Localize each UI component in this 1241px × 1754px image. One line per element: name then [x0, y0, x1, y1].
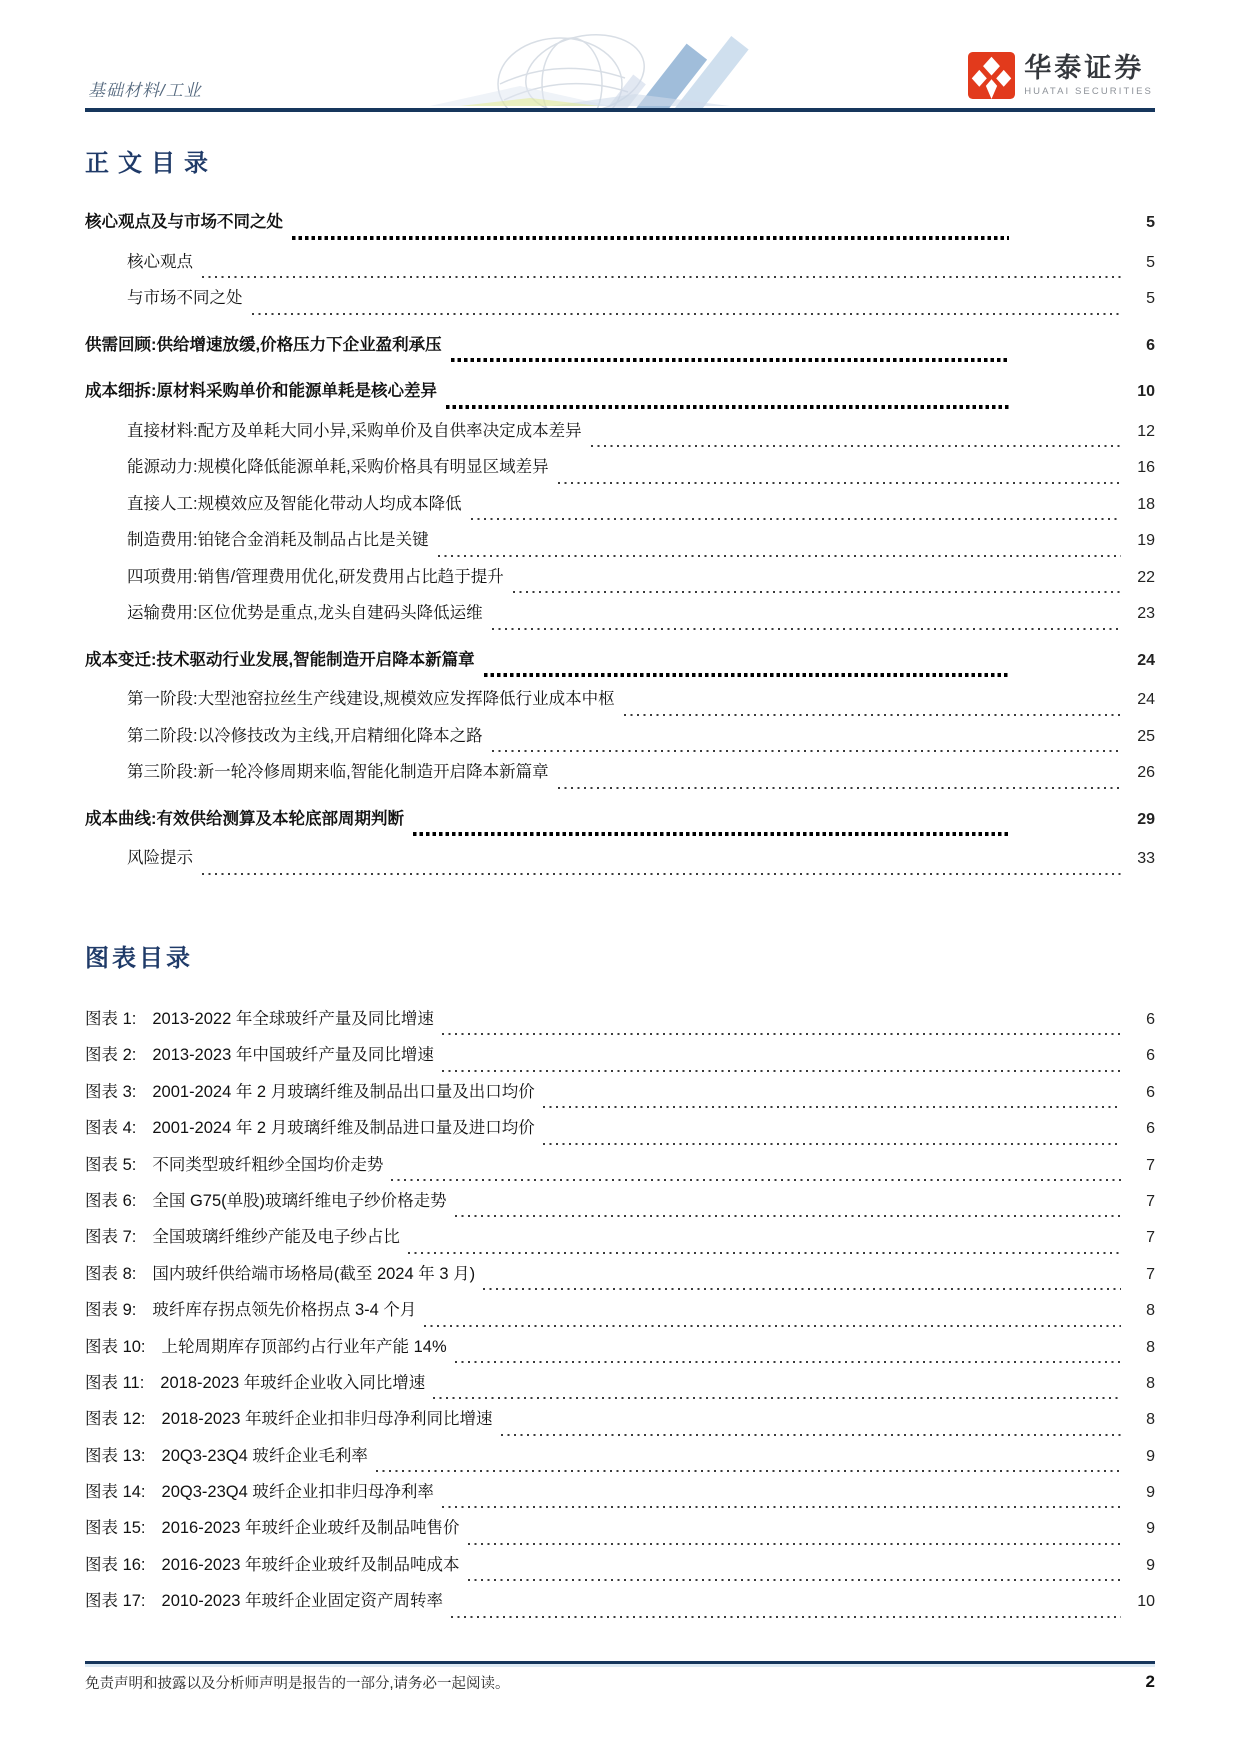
figure-toc-entry[interactable]: [85, 1442, 1155, 1478]
toc-entry-page: 10: [1137, 383, 1155, 400]
toc-list: [85, 208, 1155, 881]
toc-entry[interactable]: [85, 331, 1155, 368]
figure-toc-list: [85, 1005, 1155, 1624]
figure-entry-label: 图表 10:: [85, 1337, 146, 1356]
header-watermark-graphic: [400, 26, 760, 108]
figure-entry-label: 图表 11:: [85, 1373, 145, 1392]
figure-entry-page: 9: [1146, 1484, 1155, 1502]
dotted-leader: [252, 313, 1122, 315]
toc-entry-page: 5: [1146, 253, 1155, 271]
figure-entry-page: 7: [1146, 1192, 1155, 1210]
figure-entry-title: 20Q3-23Q4 玻纤企业毛利率: [161, 1446, 368, 1465]
toc-entry[interactable]: [85, 248, 1155, 285]
figure-entry-label: 图表 9:: [85, 1301, 137, 1320]
figure-entry-page: 6: [1146, 1011, 1155, 1028]
figure-entry-page: 6: [1146, 1083, 1155, 1101]
figure-entry-title: 2013-2023 年中国玻纤产量及同比增速: [152, 1046, 434, 1065]
figure-entry-title: 2016-2023 年玻纤企业玻纤及制品吨售价: [161, 1519, 460, 1538]
figure-entry-label: 图表 16:: [85, 1555, 146, 1574]
figure-toc-entry[interactable]: [85, 1514, 1155, 1550]
figure-entry-page: 6: [1146, 1047, 1155, 1065]
dotted-leader: [513, 591, 1121, 593]
dotted-leader: [433, 1397, 1121, 1399]
toc-entry-title: 成本细拆:原材料采购单价和能源单耗是核心差异: [85, 382, 437, 400]
figure-toc-entry[interactable]: [85, 1260, 1155, 1296]
toc-entry-page: 29: [1137, 810, 1155, 828]
footer-disclaimer: 免责声明和披露以及分析师声明是报告的一部分,请务必一起阅读。: [85, 1676, 510, 1692]
dotted-leader: [492, 628, 1121, 630]
dotted-leader: [468, 1579, 1121, 1581]
dotted-leader: [455, 1361, 1121, 1363]
figure-entry-page: 7: [1146, 1229, 1155, 1247]
toc-entry[interactable]: [85, 844, 1155, 881]
toc-entry[interactable]: [85, 208, 1155, 245]
figure-entry-page: 7: [1146, 1156, 1155, 1174]
figure-toc-entry[interactable]: [85, 1551, 1155, 1587]
toc-entry-page: 12: [1137, 422, 1155, 440]
figure-entry-label: 图表 3:: [85, 1082, 137, 1101]
toc-entry[interactable]: [85, 722, 1155, 759]
dotted-leader: [484, 673, 1009, 677]
dotted-leader: [483, 1288, 1121, 1290]
dotted-leader: [376, 1470, 1121, 1472]
figure-toc-entry[interactable]: [85, 1296, 1155, 1332]
dotted-leader: [492, 750, 1121, 752]
figure-toc-title: 图表目录: [85, 946, 193, 972]
figure-toc-entry[interactable]: [85, 1587, 1155, 1623]
figure-entry-title: 2016-2023 年玻纤企业玻纤及制品吨成本: [161, 1555, 460, 1574]
figure-entry-label: 图表 6:: [85, 1191, 137, 1210]
dotted-leader: [455, 1215, 1121, 1217]
dotted-leader: [446, 405, 1009, 409]
toc-entry[interactable]: [85, 685, 1155, 722]
toc-entry-page: 24: [1137, 651, 1155, 669]
figure-toc-entry[interactable]: [85, 1223, 1155, 1259]
toc-entry-page: 23: [1137, 605, 1155, 622]
huatai-logo: [968, 52, 1153, 99]
dotted-leader: [501, 1434, 1121, 1436]
figure-entry-title: 20Q3-23Q4 玻纤企业扣非归母净利率: [161, 1483, 434, 1502]
dotted-leader: [438, 555, 1121, 557]
toc-entry[interactable]: [85, 599, 1155, 636]
figure-entry-label: 图表 12:: [85, 1410, 146, 1429]
figure-entry-page: 9: [1146, 1520, 1155, 1538]
figure-entry-title: 国内玻纤供给端市场格局(截至 2024 年 3 月): [152, 1264, 476, 1283]
figure-entry-label: 图表 17:: [85, 1592, 146, 1611]
dotted-leader: [202, 276, 1121, 278]
figure-entry-label: 图表 1:: [85, 1010, 137, 1028]
dotted-leader: [202, 873, 1121, 875]
figure-toc-entry[interactable]: [85, 1333, 1155, 1369]
figure-entry-title: 不同类型玻纤粗纱全国均价走势: [152, 1155, 384, 1174]
figure-entry-page: 9: [1146, 1556, 1155, 1574]
toc-entry-title: 直接人工:规模效应及智能化带动人均成本降低: [127, 494, 462, 513]
figure-entry-page: 10: [1137, 1593, 1155, 1611]
dotted-leader: [471, 518, 1121, 520]
dotted-leader: [442, 1070, 1121, 1072]
figure-entry-page: 9: [1146, 1447, 1155, 1465]
figure-entry-label: 图表 5:: [85, 1155, 137, 1174]
figure-toc-entry[interactable]: [85, 1405, 1155, 1441]
figure-entry-title: 全国 G75(单股)玻璃纤维电子纱价格走势: [152, 1191, 447, 1210]
toc-entry-title: 第一阶段:大型池窑拉丝生产线建设,规模效应发挥降低行业成本中枢: [127, 690, 615, 708]
dotted-leader: [413, 832, 1009, 836]
figure-entry-label: 图表 15:: [85, 1519, 146, 1538]
figure-entry-title: 玻纤库存拐点领先价格拐点 3-4 个月: [152, 1301, 417, 1320]
figure-toc-entry[interactable]: [85, 1078, 1155, 1114]
dotted-leader: [391, 1179, 1121, 1181]
figure-entry-page: 8: [1146, 1374, 1155, 1392]
figure-toc-entry[interactable]: [85, 1151, 1155, 1187]
toc-entry-title: 运输费用:区位优势是重点,龙头自建码头降低运维: [127, 604, 483, 622]
toc-entry[interactable]: [85, 563, 1155, 600]
toc-entry-title: 四项费用:销售/管理费用优化,研发费用占比趋于提升: [127, 567, 504, 586]
toc-entry-page: 5: [1146, 214, 1155, 231]
figure-entry-page: 6: [1146, 1120, 1155, 1138]
figure-entry-label: 图表 4:: [85, 1119, 137, 1138]
dotted-leader: [543, 1106, 1121, 1108]
toc-entry-page: 22: [1137, 568, 1155, 586]
toc-entry[interactable]: [85, 526, 1155, 563]
footer-divider: [85, 1661, 1155, 1664]
figure-toc-entry[interactable]: [85, 1114, 1155, 1150]
toc-entry[interactable]: [85, 758, 1155, 795]
figure-toc-section: [85, 938, 1155, 1624]
toc-entry-page: 6: [1146, 336, 1155, 354]
figure-entry-page: 7: [1146, 1265, 1155, 1283]
toc-entry-title: 供需回顾:供给增速放缓,价格压力下企业盈利承压: [85, 335, 442, 354]
toc-entry-page: 24: [1137, 691, 1155, 708]
toc-entry-title: 成本曲线:有效供给测算及本轮底部周期判断: [85, 809, 404, 828]
footer-page-number: 2: [1145, 1672, 1155, 1691]
figure-entry-label: 图表 13:: [85, 1446, 146, 1465]
toc-entry[interactable]: [85, 377, 1155, 414]
dotted-leader: [451, 1616, 1121, 1618]
dotted-leader: [468, 1543, 1121, 1545]
figure-entry-page: 8: [1146, 1302, 1155, 1320]
toc-entry[interactable]: [85, 805, 1155, 842]
logo-cn-text: 华泰证券: [1024, 52, 1145, 83]
footer: [85, 1672, 1155, 1693]
toc-entry-page: 33: [1137, 850, 1155, 867]
figure-entry-title: 2001-2024 年 2 月玻璃纤维及制品进口量及进口均价: [152, 1119, 535, 1138]
toc-entry-title: 与市场不同之处: [127, 289, 243, 307]
toc-entry-title: 成本变迁:技术驱动行业发展,智能制造开启降本新篇章: [85, 650, 475, 669]
toc-entry-title: 核心观点及与市场不同之处: [85, 213, 283, 231]
dotted-leader: [624, 714, 1121, 716]
toc-entry[interactable]: [85, 284, 1155, 321]
dotted-leader: [442, 1506, 1121, 1508]
figure-entry-title: 上轮周期库存顶部约占行业年产能 14%: [161, 1337, 447, 1356]
dotted-leader: [424, 1325, 1121, 1327]
toc-entry-page: 25: [1137, 727, 1155, 745]
dotted-leader: [558, 482, 1121, 484]
dotted-leader: [451, 358, 1009, 362]
toc-entry-title: 能源动力:规模化降低能源单耗,采购价格具有明显区域差异: [127, 458, 549, 476]
dotted-leader: [408, 1252, 1121, 1254]
figure-entry-label: 图表 8:: [85, 1264, 137, 1283]
figure-entry-title: 2001-2024 年 2 月玻璃纤维及制品出口量及出口均价: [152, 1082, 535, 1101]
dotted-leader: [543, 1143, 1121, 1145]
figure-entry-label: 图表 14:: [85, 1483, 146, 1502]
figure-toc-entry[interactable]: [85, 1478, 1155, 1514]
huatai-logo-icon: [968, 52, 1015, 99]
toc-entry-page: 19: [1137, 532, 1155, 549]
header-divider: [85, 108, 1155, 112]
toc-entry-title: 直接材料:配方及单耗大同小异,采购单价及自供率决定成本差异: [127, 421, 582, 440]
toc-entry-title: 风险提示: [127, 849, 193, 867]
figure-toc-entry[interactable]: [85, 1369, 1155, 1405]
sector-breadcrumb: 基础材料/工业: [88, 81, 202, 100]
figure-entry-title: 全国玻璃纤维纱产能及电子纱占比: [152, 1228, 400, 1247]
toc-entry[interactable]: [85, 490, 1155, 527]
figure-entry-page: 8: [1146, 1411, 1155, 1429]
toc-entry-page: 16: [1137, 459, 1155, 476]
toc-title: 正文目录: [85, 151, 217, 177]
toc-entry[interactable]: [85, 453, 1155, 490]
toc-entry[interactable]: [85, 646, 1155, 683]
figure-entry-title: 2013-2022 年全球玻纤产量及同比增速: [152, 1010, 434, 1028]
toc-entry-title: 第三阶段:新一轮冷修周期来临,智能化制造开启降本新篇章: [127, 763, 549, 781]
toc-entry-page: 26: [1137, 764, 1155, 781]
logo-en-text: HUATAI SECURITIES: [1024, 85, 1153, 97]
toc-entry-title: 核心观点: [127, 252, 193, 271]
figure-entry-title: 2018-2023 年玻纤企业收入同比增速: [160, 1373, 426, 1392]
figure-entry-label: 图表 7:: [85, 1228, 137, 1247]
dotted-leader: [442, 1033, 1121, 1035]
figure-entry-page: 8: [1146, 1338, 1155, 1356]
figure-toc-entry[interactable]: [85, 1187, 1155, 1223]
toc-entry[interactable]: [85, 417, 1155, 454]
dotted-leader: [292, 236, 1009, 240]
figure-entry-label: 图表 2:: [85, 1046, 137, 1065]
figure-toc-entry[interactable]: [85, 1041, 1155, 1077]
toc-entry-title: 制造费用:铂铑合金消耗及制品占比是关键: [127, 531, 429, 549]
figure-toc-entry[interactable]: [85, 1005, 1155, 1041]
figure-entry-title: 2010-2023 年玻纤企业固定资产周转率: [161, 1592, 444, 1611]
toc-entry-title: 第二阶段:以冷修技改为主线,开启精细化降本之路: [127, 726, 483, 745]
toc-entry-page: 5: [1146, 290, 1155, 307]
figure-entry-title: 2018-2023 年玻纤企业扣非归母净利同比增速: [161, 1410, 493, 1429]
dotted-leader: [591, 445, 1121, 447]
toc-section: [85, 143, 1155, 881]
dotted-leader: [558, 787, 1121, 789]
toc-entry-page: 18: [1137, 495, 1155, 513]
